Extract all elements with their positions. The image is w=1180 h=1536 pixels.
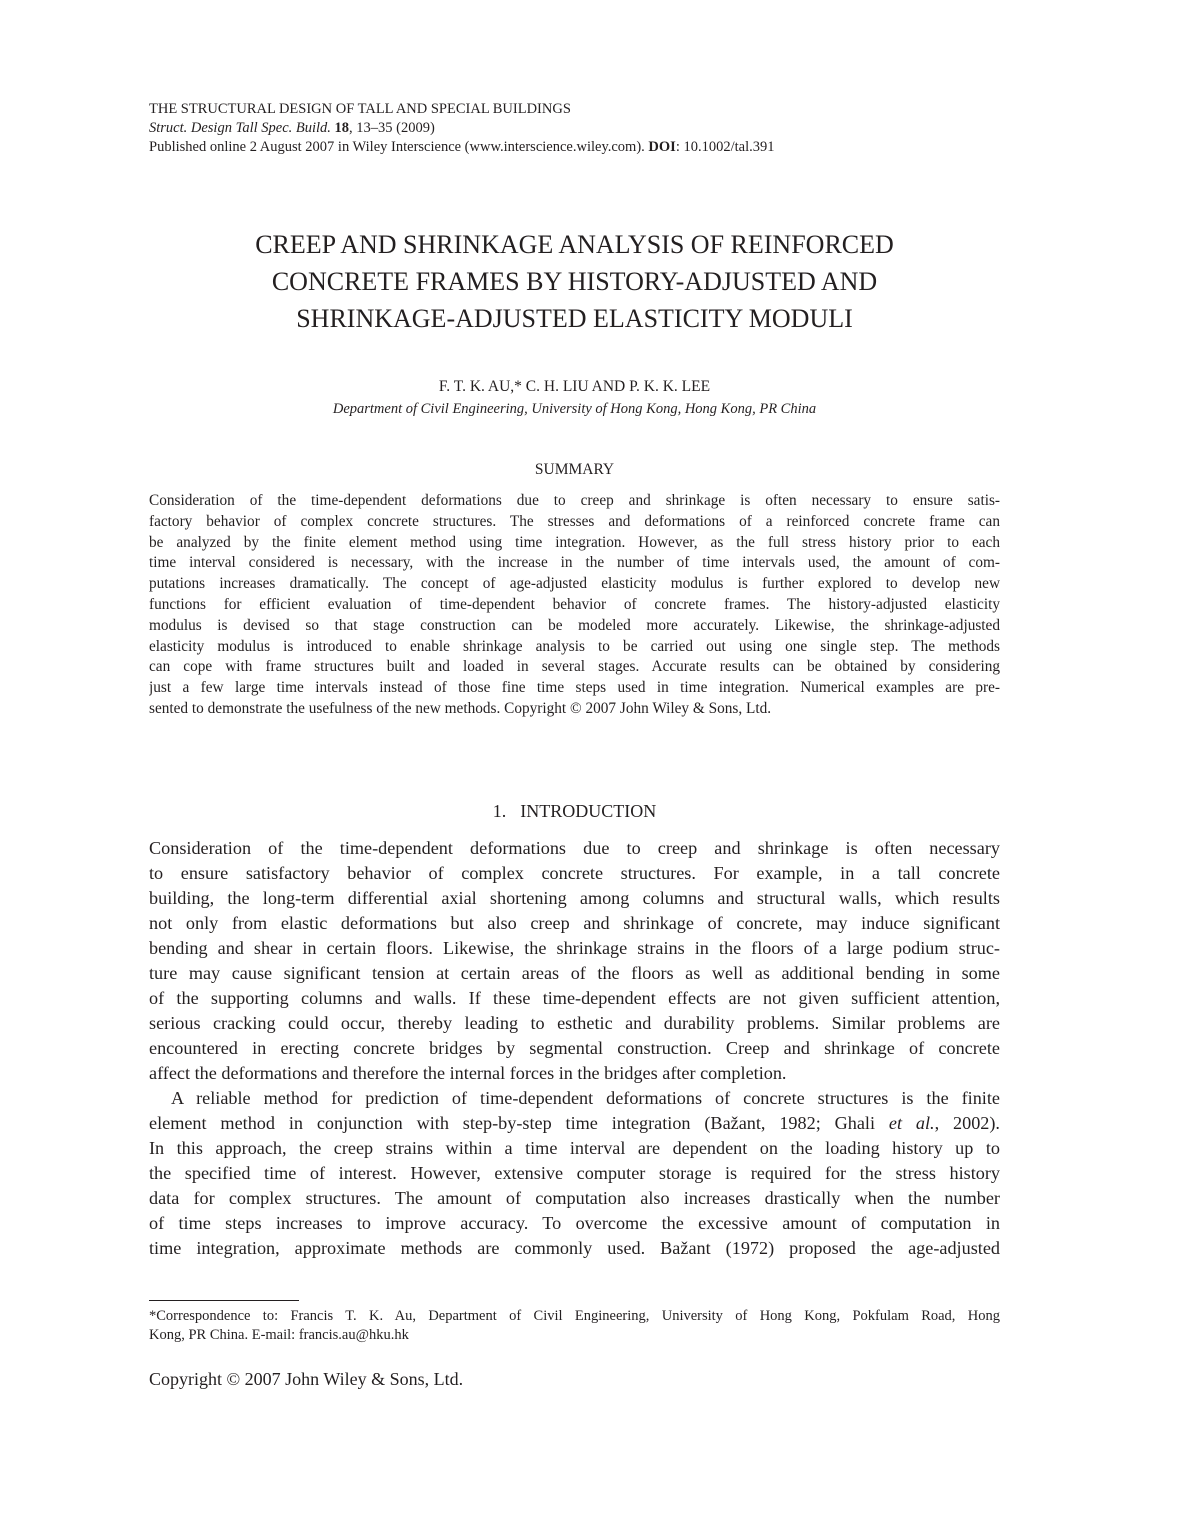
journal-pages-year: , 13–35 (2009) — [349, 120, 435, 136]
abstract-line: modulus is devised so that stage construction can be modeled more accurately. Likewise, the shrinkage-adjusted — [149, 616, 1000, 634]
summary-heading: SUMMARY — [534, 461, 615, 478]
paper-page — [149, 0, 1000, 1536]
journal-name: THE STRUCTURAL DESIGN OF TALL AND SPECIAL BUILDINGS — [149, 101, 571, 117]
abstract-line: sented to demonstrate the usefulness of the new methods. Copyright © 2007 John Wiley & Sons, Ltd. — [149, 699, 772, 717]
journal-citation — [149, 119, 1000, 138]
body-line: A reliable method for prediction of time-dependent deformations of concrete structures is the finite — [171, 1088, 1000, 1108]
footnote-line: *Correspondence to: Francis T. K. Au, Department of Civil Engineering, University of Hong Kong, Pokfulam Road, Hong — [149, 1308, 1000, 1324]
citation-text-before: element method in conjunction with step-by-step time integration (Bažant, 1982; Ghali — [149, 1113, 889, 1133]
body-line: to ensure satisfactory behavior of complex concrete structures. For example, in a tall concrete — [149, 863, 1000, 883]
title-line: CONCRETE FRAMES BY HISTORY-ADJUSTED AND — [271, 267, 878, 296]
journal-published: Published online 2 August 2007 in Wiley Interscience (www.interscience.wiley.com). — [149, 139, 645, 155]
footnote-divider — [149, 1300, 299, 1301]
body-line: data for complex structures. The amount of computation also increases drastically when the number — [149, 1188, 1000, 1208]
body-line: the specified time of interest. However, extensive computer storage is required for the stress history — [149, 1163, 1000, 1183]
body-line: affect the deformations and therefore the internal forces in the bridges after completion. — [149, 1063, 787, 1083]
abstract-line: Consideration of the time-dependent deformations due to creep and shrinkage is often necessary to ensure satis- — [149, 492, 1000, 509]
abstract-line: elasticity modulus is introduced to enable shrinkage analysis to be carried out using one single step. The methods — [149, 637, 1000, 655]
doi-value: : 10.1002/tal.391 — [675, 139, 775, 155]
copyright-notice: Copyright © 2007 John Wiley & Sons, Ltd. — [149, 1369, 464, 1389]
body-line: serious cracking could occur, thereby leading to esthetic and durability problems. Similar problems are — [149, 1013, 1000, 1033]
journal-publication-line — [149, 138, 1000, 157]
journal-header — [149, 100, 1000, 157]
body-line: of time steps increases to improve accuracy. To overcome the excessive amount of computation in — [149, 1213, 1000, 1233]
body-line: Consideration of the time-dependent deformations due to creep and shrinkage is often necessary — [149, 838, 1000, 858]
correspondence-footnote — [149, 1307, 1000, 1345]
body-line: time integration, approximate methods are commonly used. Bažant (1972) proposed the age-adjusted — [149, 1238, 1000, 1258]
abstract-line: putations increases dramatically. The concept of age-adjusted elasticity modulus is further explored to develop new — [149, 575, 1000, 593]
body-line: not only from elastic deformations but also creep and shrinkage of concrete, may induce significant — [149, 913, 1000, 933]
section-title: INTRODUCTION — [520, 801, 657, 821]
article-affiliation: Department of Civil Engineering, University of Hong Kong, Hong Kong, PR China — [332, 401, 817, 417]
body-line: building, the long-term differential axial shortening among columns and structural walls, which results — [149, 888, 1000, 908]
body-line: of the supporting columns and walls. If these time-dependent effects are not given sufficient attention, — [149, 988, 1000, 1008]
title-line: CREEP AND SHRINKAGE ANALYSIS OF REINFORCED — [255, 230, 894, 259]
citation-text-after: , 2002). — [934, 1113, 1000, 1133]
journal-citation-abbrev: Struct. Design Tall Spec. Build. — [149, 120, 331, 136]
title-line: SHRINKAGE-ADJUSTED ELASTICITY MODULI — [296, 304, 853, 333]
abstract-line: functions for efficient evaluation of time-dependent behavior of concrete frames. The history-adjusted elasticity — [149, 595, 1000, 613]
abstract-line: time interval considered is necessary, with the increase in the number of time intervals used, the amount of com- — [149, 554, 1000, 572]
footnote-line: Kong, PR China. E-mail: francis.au@hku.hk — [149, 1327, 409, 1343]
section-heading-introduction — [149, 799, 1000, 823]
doi-label: DOI — [648, 139, 676, 155]
article-authors: F. T. K. AU,* C. H. LIU AND P. K. K. LEE — [438, 378, 711, 395]
journal-volume: 18 — [334, 120, 350, 136]
abstract-line: just a few large time intervals instead of those fine time steps used in time integration. Numerical examples are pre- — [149, 679, 1000, 697]
body-line-citation — [149, 1111, 1000, 1136]
summary-abstract — [149, 491, 1000, 720]
introduction-body — [149, 836, 1000, 1261]
citation-et-al: et al. — [888, 1113, 935, 1133]
body-line: encountered in erecting concrete bridges by segmental construction. Creep and shrinkage of concrete — [149, 1038, 1000, 1058]
abstract-line: can cope with frame structures built and loaded in several stages. Accurate results can be obtained by considering — [149, 658, 1000, 676]
abstract-line: factory behavior of complex concrete structures. The stresses and deformations of a reinforced concrete frame can — [149, 512, 1000, 530]
section-number: 1. — [492, 801, 507, 821]
body-line: In this approach, the creep strains within a time interval are dependent on the loading history up to — [149, 1138, 1000, 1158]
body-line: ture may cause significant tension at certain areas of the floors as well as additional bending in some — [149, 963, 1000, 983]
abstract-line: be analyzed by the finite element method using time integration. However, as the full stress history prior to each — [149, 533, 1000, 551]
article-title — [149, 226, 1000, 337]
body-line: bending and shear in certain floors. Likewise, the shrinkage strains in the floors of a large podium struc- — [149, 938, 1000, 958]
